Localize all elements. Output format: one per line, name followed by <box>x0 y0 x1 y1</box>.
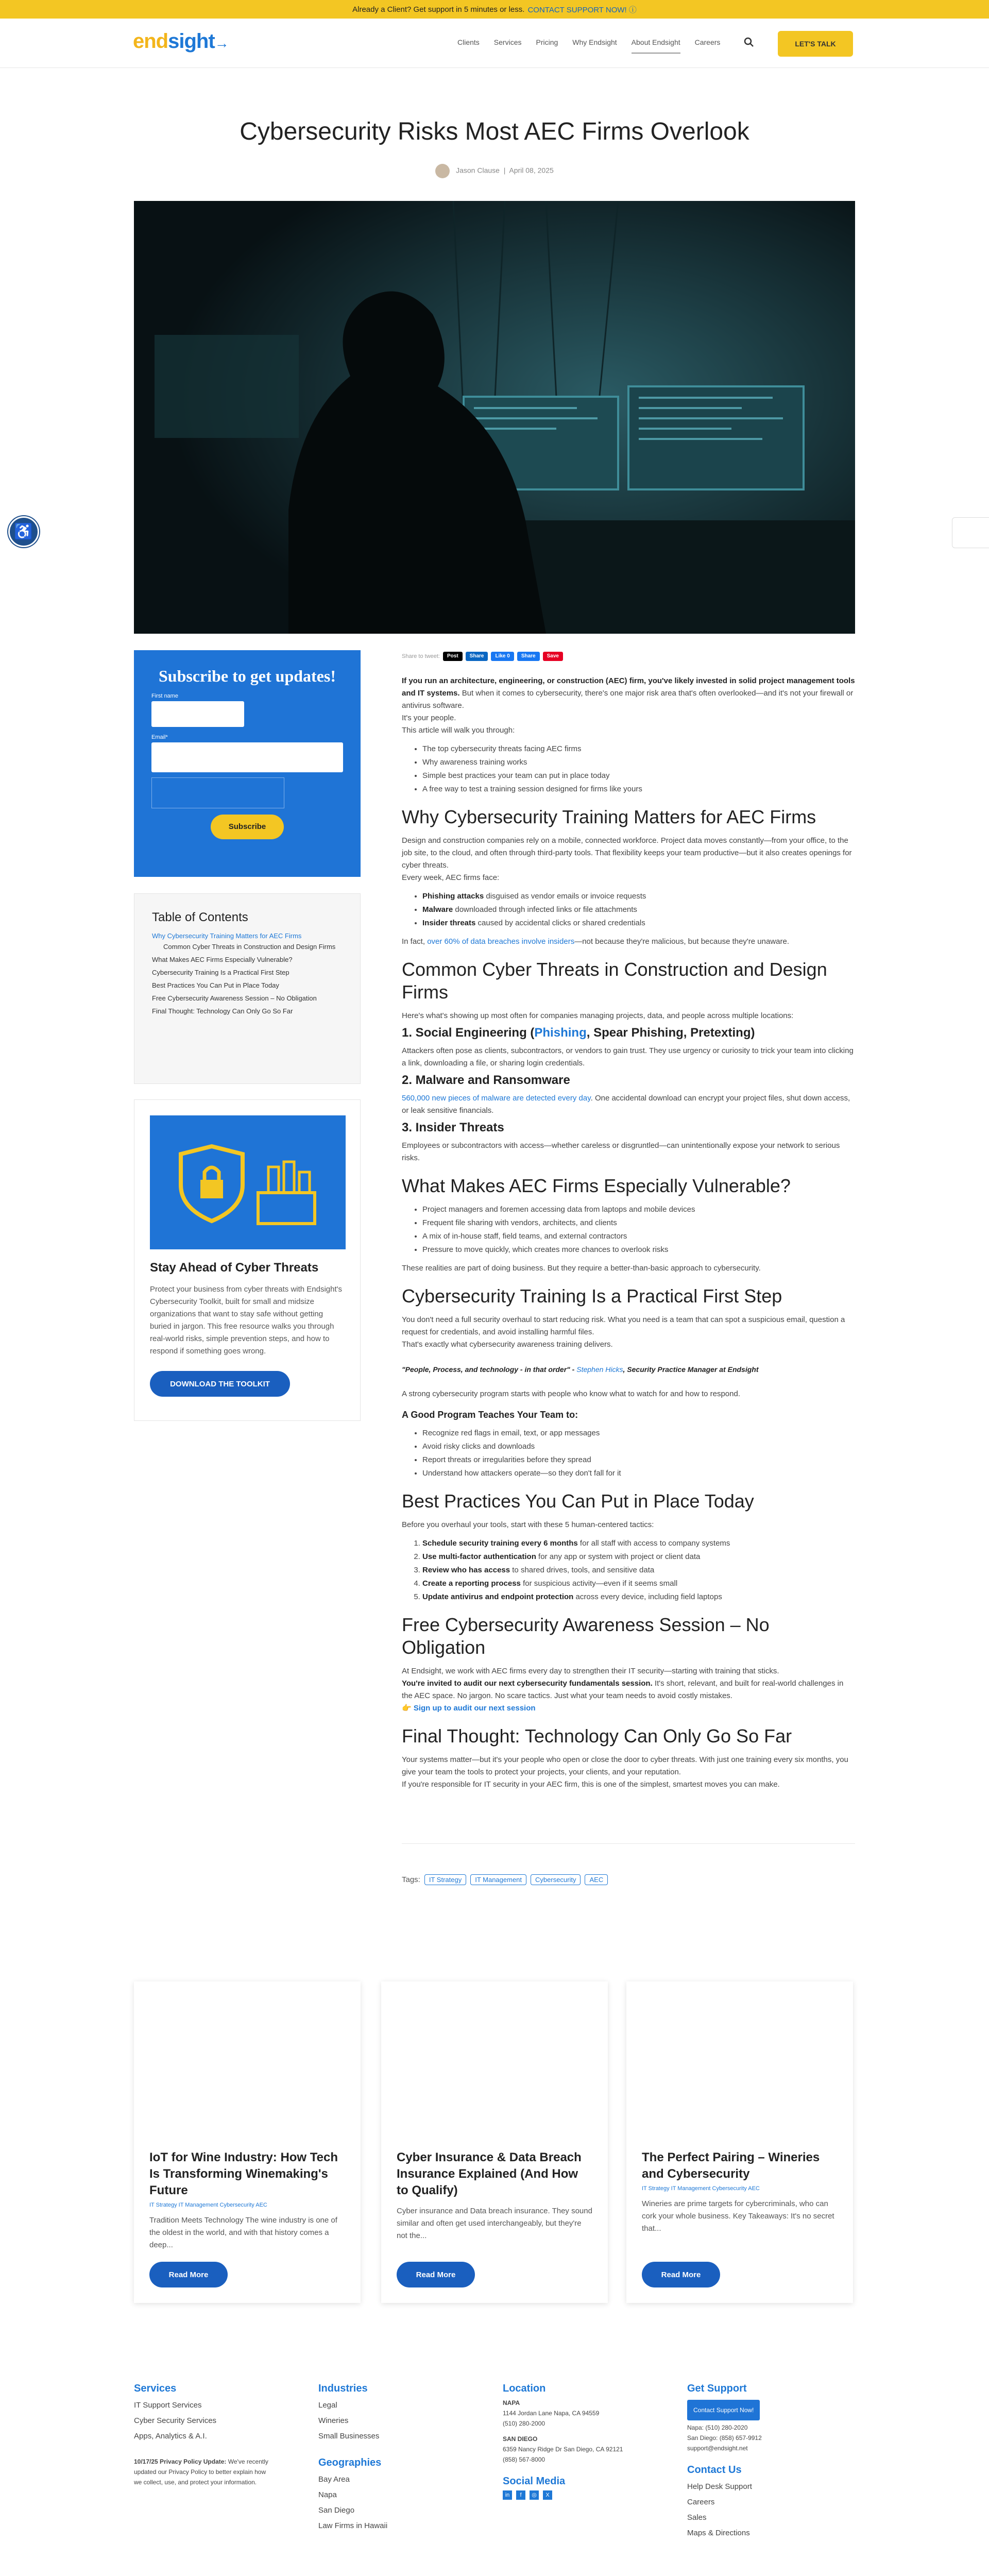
read-more-button[interactable]: Read More <box>642 2262 720 2287</box>
email-label: Email* <box>151 734 168 740</box>
napa-address[interactable]: 1144 Jordan Lane Napa, CA 94559 <box>503 2410 600 2417</box>
paragraph: You're invited to audit our next cybersecurity fundamentals session. It's short, relevant, and built for real-world challenges in the AEC space. No jargon. No scare tactics. Just what your team needs to avoid costly mistakes. <box>402 1679 844 1700</box>
footer-link[interactable]: Help Desk Support <box>687 2482 752 2491</box>
program-list <box>422 1427 855 1480</box>
footer-link[interactable]: Sales <box>687 2513 707 2522</box>
footer-link[interactable]: Apps, Analytics & A.I. <box>134 2432 207 2441</box>
subsection-heading: 2. Malware and Ransomware <box>402 1073 570 1087</box>
site-header <box>0 19 989 68</box>
footer-heading: Contact Us <box>687 2464 742 2476</box>
nav-pricing[interactable]: Pricing <box>536 38 558 46</box>
search-icon[interactable] <box>744 37 754 50</box>
footer-heading: Location <box>503 2383 546 2394</box>
footer-industries <box>318 2381 473 2534</box>
malware-stat-link[interactable]: 560,000 new pieces of malware are detected every day <box>402 1094 591 1103</box>
post-date: April 08, 2025 <box>509 166 554 175</box>
subsection-heading: 3. Insider Threats <box>402 1121 504 1134</box>
list-item: • Why awareness training works <box>422 756 855 769</box>
footer-link[interactable]: Cyber Security Services <box>134 2416 217 2425</box>
list-item: • Report threats or irregularities before they spread <box>422 1454 855 1466</box>
paragraph: These realities are part of doing business. But they require a better-than-basic approach to cybersecurity. <box>402 1264 761 1273</box>
hero-image <box>134 201 855 634</box>
intro-paragraph: This article will walk you through: <box>402 726 515 735</box>
endsight-logo[interactable]: endsight→ <box>133 30 229 53</box>
pinterest-save-button[interactable]: Save <box>543 652 563 661</box>
nav-why-endsight[interactable]: Why Endsight <box>572 38 617 46</box>
announcement-text: Already a Client? Get support in 5 minutes or less. <box>352 5 525 14</box>
related-post-card <box>381 1981 608 2303</box>
paragraph: A strong cybersecurity program starts with people who know what to watch for and how to respond. <box>402 1389 740 1398</box>
best-practices-list <box>422 1537 855 1603</box>
footer-link[interactable]: Wineries <box>318 2416 349 2425</box>
first-name-field[interactable] <box>151 701 244 727</box>
related-title[interactable]: IoT for Wine Industry: How Tech Is Transforming Winemaking's Future <box>149 2150 338 2197</box>
toc-item[interactable]: Why Cybersecurity Training Matters for AEC Firms <box>152 932 302 940</box>
paragraph: 560,000 new pieces of malware are detected every day. One accidental download can encrypt your project files, shut down access, or leak sensitive financials. <box>402 1094 850 1115</box>
footer-link[interactable]: Legal <box>318 2401 337 2410</box>
x-icon[interactable]: X <box>543 2490 552 2500</box>
signup-session-link[interactable]: 👉 Sign up to audit our next session <box>402 1704 536 1713</box>
footer-link[interactable]: San Diego <box>318 2506 355 2515</box>
section-heading: What Makes AEC Firms Especially Vulnerable? <box>402 1175 791 1196</box>
paragraph: Before you overhaul your tools, start with these 5 human-centered tactics: <box>402 1520 654 1529</box>
nav-services[interactable]: Services <box>493 38 522 46</box>
paragraph: If you're responsible for IT security in your AEC firm, this is one of the simplest, smartest moves you can make. <box>402 1780 780 1789</box>
footer-link[interactable]: Maps & Directions <box>687 2529 750 2537</box>
napa-label: NAPA <box>503 2399 520 2406</box>
toc-item[interactable]: Final Thought: Technology Can Only Go So Far <box>152 1007 293 1015</box>
subscribe-button[interactable]: Subscribe <box>211 815 284 839</box>
footer-heading: Industries <box>318 2383 368 2394</box>
related-categories[interactable]: IT Strategy IT Management Cybersecurity AEC <box>149 2202 267 2208</box>
list-item: • Understand how attackers operate—so they don't fall for it <box>422 1467 855 1480</box>
insider-stat-link[interactable]: over 60% of data breaches involve insiders <box>427 937 575 946</box>
footer-link[interactable]: Careers <box>687 2498 715 2506</box>
footer-link[interactable]: IT Support Services <box>134 2401 202 2410</box>
tag-item[interactable]: IT Management <box>470 1874 526 1885</box>
tag-item[interactable]: AEC <box>585 1874 608 1885</box>
divider <box>402 1843 855 1844</box>
read-more-button[interactable]: Read More <box>397 2262 475 2287</box>
subsection-heading: A Good Program Teaches Your Team to: <box>402 1410 578 1420</box>
related-thumbnail[interactable] <box>626 1981 853 2136</box>
contact-support-button[interactable]: Contact Support Now! <box>687 2400 760 2420</box>
intro-paragraph: It's your people. <box>402 714 456 722</box>
intro-paragraph: If you run an architecture, engineering, or construction (AEC) firm, you've likely invested in solid project management tools and IT systems. But when it comes to cybersecurity, there's one major risk area that's often overlooked—and it's not your firewall or antivirus software. <box>402 676 855 710</box>
list-item: • Pressure to move quickly, which creates more chances to overlook risks <box>422 1244 855 1256</box>
download-toolkit-button[interactable]: DOWNLOAD THE TOOLKIT <box>150 1371 290 1397</box>
related-excerpt: Cyber insurance and Data breach insurance. They sound similar and often get used interchangeably, but they're not the... <box>397 2207 592 2240</box>
nav-careers[interactable]: Careers <box>694 38 721 46</box>
stephen-hicks-link[interactable]: Stephen Hicks <box>576 1365 623 1374</box>
facebook-share-button[interactable]: Share <box>517 652 540 661</box>
paragraph: Attackers often pose as clients, subcontractors, or vendors to gain trust. They use urgency or curiosity to trick your team into clicking a link, downloading a file, or sharing login credentials. <box>402 1046 854 1067</box>
sd-address[interactable]: 6359 Nancy Ridge Dr San Diego, CA 92121 <box>503 2446 623 2453</box>
list-item: 3. Review who has access to shared drives, tools, and sensitive data <box>422 1564 855 1577</box>
related-excerpt: Tradition Meets Technology The wine industry is one of the oldest in the world, and with that history comes a deep... <box>149 2216 337 2249</box>
list-item: • Avoid risky clicks and downloads <box>422 1440 855 1453</box>
x-post-button[interactable]: Post <box>443 652 463 661</box>
subsection-heading: 1. Social Engineering (Phishing, Spear Phishing, Pretexting) <box>402 1026 755 1040</box>
list-item: • Malware downloaded through infected links or file attachments <box>422 904 855 916</box>
support-line[interactable]: support@endsight.net <box>687 2445 748 2452</box>
linkedin-icon[interactable]: in <box>503 2490 512 2500</box>
napa-phone[interactable]: (510) 280-2000 <box>503 2420 545 2427</box>
article-body <box>402 650 855 1791</box>
related-thumbnail[interactable] <box>381 1981 608 2136</box>
footer-services <box>134 2381 288 2487</box>
paragraph: Every week, AEC firms face: <box>402 873 500 882</box>
paragraph: You don't need a full security overhaul to start reducing risk. What you need is a team that can spot a suspicious email, question a request for credentials, and avoid installing harmful files. <box>402 1315 845 1336</box>
list-item: 1. Schedule security training every 6 months for all staff with access to company systems <box>422 1537 855 1550</box>
nav-clients[interactable]: Clients <box>457 38 480 46</box>
paragraph: Design and construction companies rely on a mobile, connected workforce. Project data moves constantly—from your office, to the job site, to the cloud, and often through third-party tools. That flexibility keeps your team productive—but it also creates openings for cyber threats. <box>402 836 852 870</box>
related-excerpt: Wineries are prime targets for cybercriminals, who can cork your whole business. Key Takeaways: It's no secret that... <box>642 2199 834 2233</box>
first-name-label: First name <box>151 693 178 699</box>
paragraph: In fact, over 60% of data breaches involve insiders—not because they're malicious, but because they're unaware. <box>402 937 790 946</box>
footer-heading: Get Support <box>687 2383 747 2394</box>
accessibility-icon[interactable]: ♿ <box>8 516 39 547</box>
paragraph <box>402 1702 855 1715</box>
author-name[interactable]: Jason Clause <box>456 166 500 175</box>
captcha-box[interactable] <box>151 777 284 808</box>
sd-phone[interactable]: (858) 567-8000 <box>503 2456 545 2463</box>
post-meta: Jason Clause | April 08, 2025 <box>0 164 989 178</box>
announcement-bar <box>0 0 989 19</box>
related-post-card <box>134 1981 361 2303</box>
section-heading: Cybersecurity Training Is a Practical First Step <box>402 1285 782 1307</box>
vulnerability-list <box>422 1204 855 1256</box>
privacy-notice: 10/17/25 Privacy Policy Update: We've recently updated our Privacy Policy to better explain how we collect, use, and protect your information. <box>134 2458 268 2486</box>
related-thumbnail[interactable] <box>134 1981 361 2136</box>
footer-link[interactable]: Bay Area <box>318 2475 350 2484</box>
paragraph: Employees or subcontractors with access—whether careless or disgruntled—can unintentionally expose your network to serious risks. <box>402 1141 840 1162</box>
list-item: • Phishing attacks disguised as vendor emails or invoice requests <box>422 890 855 903</box>
instagram-icon[interactable]: ◎ <box>530 2490 539 2500</box>
toc-item[interactable]: Cybersecurity Training Is a Practical First Step <box>152 969 289 976</box>
share-label: Share to tweet: <box>402 653 440 659</box>
list-item: 5. Update antivirus and endpoint protection across every device, including field laptops <box>422 1591 855 1603</box>
contact-support-link[interactable]: CONTACT SUPPORT NOW! ⓘ <box>527 5 637 14</box>
table-of-contents <box>134 893 361 1084</box>
support-line[interactable]: San Diego: (858) 657-9912 <box>687 2434 762 2442</box>
paragraph: At Endsight, we work with AEC firms every day to strengthen their IT security—starting with training that sticks. <box>402 1667 779 1675</box>
section-heading: Why Cybersecurity Training Matters for AEC Firms <box>402 806 816 827</box>
list-item: • A mix of in-house staff, field teams, and external contractors <box>422 1230 855 1243</box>
footer-location <box>503 2381 668 2500</box>
main-nav <box>457 38 735 54</box>
list-item: • Recognize red flags in email, text, or app messages <box>422 1427 855 1439</box>
footer-link[interactable]: Small Businesses <box>318 2432 380 2441</box>
lets-talk-button[interactable]: LET'S TALK <box>778 31 853 57</box>
promo-body: Protect your business from cyber threats with Endsight's Cybersecurity Toolkit, built for small and midsize organizations that want to stay safe without getting buried in jargon. This free resource walks you through real-world risks, simple prevention steps, and how to respond if something goes wrong. <box>150 1285 343 1355</box>
section-heading: Free Cybersecurity Awareness Session – No Obligation <box>402 1614 770 1658</box>
share-bar <box>402 650 855 663</box>
intro-list <box>422 743 855 795</box>
toc-item[interactable]: What Makes AEC Firms Especially Vulnerable? <box>152 956 293 963</box>
toc-item[interactable]: Common Cyber Threats in Construction and Design Firms <box>163 943 336 951</box>
footer-heading: Geographies <box>318 2457 382 2468</box>
read-more-button[interactable]: Read More <box>149 2262 228 2287</box>
nav-about[interactable]: About Endsight <box>632 38 680 54</box>
list-item: 2. Use multi-factor authentication for any app or system with project or client data <box>422 1551 855 1563</box>
email-field[interactable] <box>151 742 343 772</box>
paragraph: Your systems matter—but it's your people who open or close the door to cyber threats. With just one training every six months, you give your team the tools to protect your projects, your clients, and your reputation. <box>402 1755 848 1776</box>
toc-item[interactable]: Best Practices You Can Put in Place Today <box>152 981 279 989</box>
footer-heading: Social Media <box>503 2476 566 2487</box>
section-heading: Final Thought: Technology Can Only Go So Far <box>402 1725 792 1747</box>
post-title: Cybersecurity Risks Most AEC Firms Overlook <box>240 118 749 145</box>
list-item: 4. Create a reporting process for suspicious activity—even if it seems small <box>422 1578 855 1590</box>
list-item: • The top cybersecurity threats facing AEC firms <box>422 743 855 755</box>
related-title[interactable]: The Perfect Pairing – Wineries and Cybersecurity <box>642 2150 820 2181</box>
related-post-card <box>626 1981 853 2303</box>
footer-support <box>687 2381 852 2541</box>
toc-title: Table of Contents <box>152 910 248 924</box>
paragraph: Here's what's showing up most often for companies managing projects, data, and people across multiple locations: <box>402 1011 794 1020</box>
footer-heading: Services <box>134 2383 177 2394</box>
tags-label: Tags: <box>402 1875 420 1884</box>
list-item: • Simple best practices your team can put in place today <box>422 770 855 782</box>
tag-item[interactable]: IT Strategy <box>424 1874 466 1885</box>
pull-quote: "People, Process, and technology - in that order" - Stephen Hicks, Security Practice Manager at Endsight <box>402 1365 759 1374</box>
promo-title: Stay Ahead of Cyber Threats <box>150 1261 319 1275</box>
support-line[interactable]: Napa: (510) 280-2020 <box>687 2424 748 2431</box>
footer-link[interactable]: Law Firms in Hawaii <box>318 2521 388 2530</box>
side-widget[interactable] <box>952 517 989 548</box>
phishing-link[interactable]: Phishing <box>534 1026 587 1040</box>
tag-list <box>402 1874 608 1885</box>
facebook-like-button[interactable]: Like 0 <box>491 652 514 661</box>
list-item: • Project managers and foremen accessing data from laptops and mobile devices <box>422 1204 855 1216</box>
threat-list <box>422 890 855 929</box>
footer-link[interactable]: Napa <box>318 2490 337 2499</box>
author-avatar <box>435 164 450 178</box>
list-item: • A free way to test a training session designed for firms like yours <box>422 783 855 795</box>
subscribe-title: Subscribe to get updates! <box>158 667 336 685</box>
subscribe-form <box>134 650 361 877</box>
sd-label: SAN DIEGO <box>503 2435 538 2443</box>
section-heading: Best Practices You Can Put in Place Today <box>402 1490 754 1512</box>
list-item: • Frequent file sharing with vendors, architects, and clients <box>422 1217 855 1229</box>
shield-lock-icon <box>150 1115 346 1249</box>
list-item: • Insider threats caused by accidental clicks or shared credentials <box>422 917 855 929</box>
section-heading: Common Cyber Threats in Construction and Design Firms <box>402 959 827 1003</box>
related-categories[interactable]: IT Strategy IT Management Cybersecurity AEC <box>642 2185 760 2192</box>
linkedin-share-button[interactable]: Share <box>466 652 488 661</box>
toc-item[interactable]: Free Cybersecurity Awareness Session – No Obligation <box>152 994 317 1002</box>
related-title[interactable]: Cyber Insurance & Data Breach Insurance Explained (And How to Qualify) <box>397 2150 582 2197</box>
facebook-icon[interactable]: f <box>516 2490 525 2500</box>
paragraph: That's exactly what cybersecurity awareness training delivers. <box>402 1340 613 1349</box>
tag-item[interactable]: Cybersecurity <box>531 1874 581 1885</box>
toolkit-promo <box>134 1099 361 1421</box>
